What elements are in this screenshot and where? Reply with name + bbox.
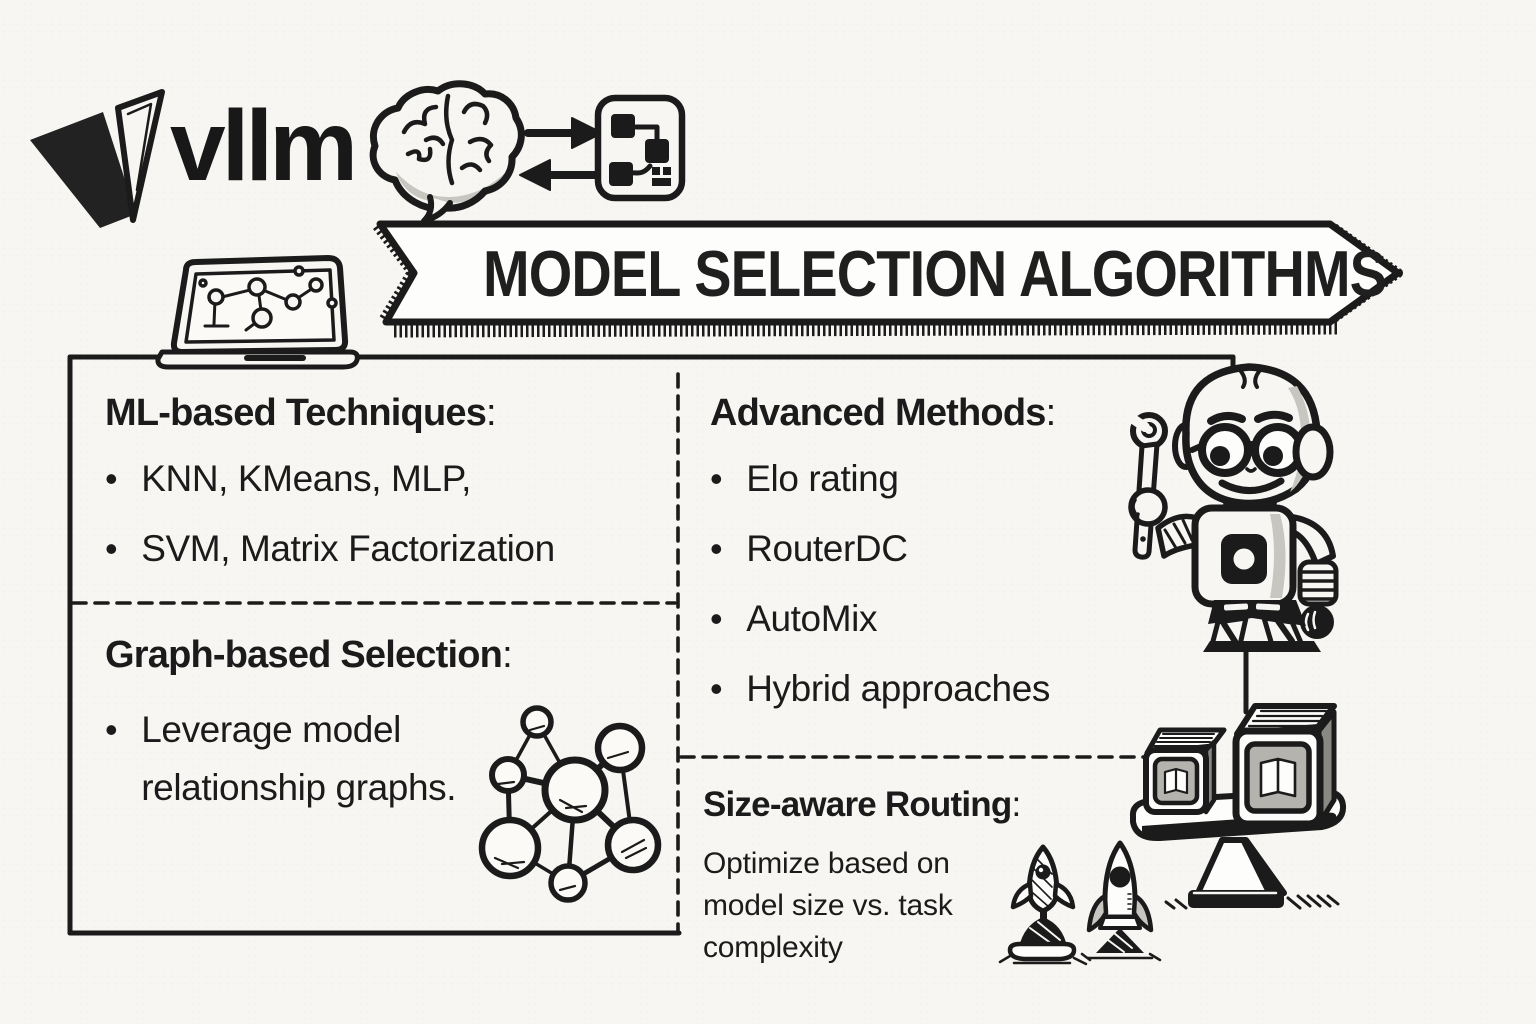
advanced-item — [710, 457, 1055, 501]
colon: : — [486, 392, 496, 434]
banner-title: MODEL SELECTION ALGORITHMS — [483, 237, 1387, 310]
bullet-dot: • — [710, 668, 723, 709]
graph-based-title: Graph-based Selection: — [105, 634, 512, 676]
bullet-dot: • — [105, 528, 118, 569]
bullet-dot: • — [105, 458, 118, 499]
advanced-item-text: AutoMix — [746, 598, 878, 639]
advanced-item-text: Elo rating — [746, 458, 899, 499]
graph-based-item-text: Leverage model relationship graphs. — [141, 709, 457, 808]
colon: : — [1045, 392, 1056, 434]
ml-based-item — [105, 457, 555, 501]
balance-scale-icon — [1133, 706, 1343, 908]
advanced-item-text: RouterDC — [746, 528, 908, 569]
colon: : — [502, 634, 512, 676]
vllm-logo-icon — [30, 92, 162, 228]
ml-based-item-text: SVM, Matrix Factorization — [141, 528, 555, 569]
size-aware-body: Optimize based on model size vs. task complexity — [703, 847, 953, 964]
advanced-item — [710, 667, 1055, 711]
section-size-aware — [703, 783, 1020, 969]
advanced-item — [710, 597, 1055, 641]
section-ml-based — [105, 391, 555, 571]
advanced-item — [710, 527, 1055, 571]
ml-based-item-text: KNN, KMeans, MLP, — [141, 458, 471, 499]
ml-based-title: ML-based Techniques: — [105, 392, 496, 434]
brain-icon — [373, 84, 521, 221]
section-advanced-methods — [710, 391, 1055, 711]
advanced-item-text: Hybrid approaches — [746, 668, 1050, 709]
bullet-dot: • — [710, 458, 723, 499]
logo-wordmark: vllm — [170, 90, 355, 202]
graph-based-item — [105, 701, 512, 817]
bullet-dot: • — [105, 709, 118, 750]
large-rocket-icon — [1082, 843, 1160, 960]
arrow-right-icon — [528, 118, 602, 148]
advanced-methods-title: Advanced Methods: — [710, 392, 1056, 434]
ml-based-item — [105, 527, 555, 571]
section-graph-based — [105, 633, 512, 817]
robot-icon — [1131, 367, 1336, 712]
bullet-dot: • — [710, 598, 723, 639]
size-aware-title: Size-aware Routing: — [703, 785, 1021, 824]
large-model-cube-icon — [1236, 706, 1334, 824]
laptop-icon — [158, 258, 357, 367]
small-model-cube-icon — [1146, 730, 1224, 812]
colon: : — [1011, 785, 1021, 824]
flowchart-icon — [598, 98, 682, 198]
bullet-dot: • — [710, 528, 723, 569]
